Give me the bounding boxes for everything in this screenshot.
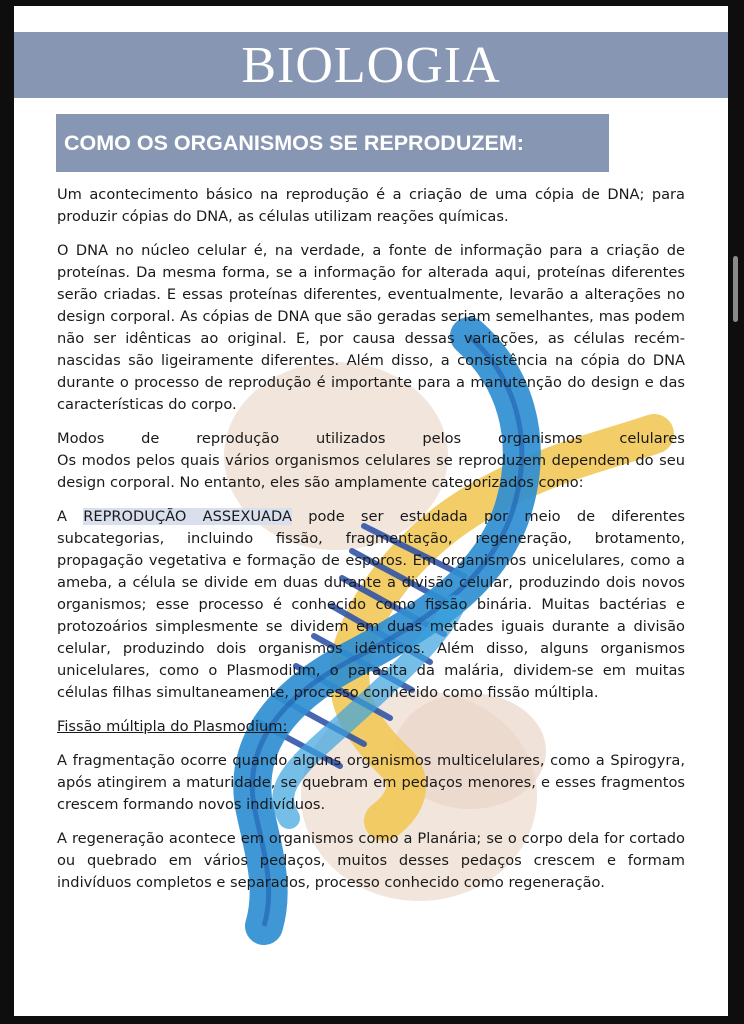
page-title: BIOLOGIA: [241, 36, 501, 94]
paragraph-regeneration: A regeneração acontece em organismos como a Planária; se o corpo dela for cortado ou quebrado em vários pedaços, muitos desses pedaços crescem e formam indivíduos completos e separados, processo conhecido como regeneração.: [57, 830, 685, 891]
modes-heading-line: Modos de reprodução utilizados pelos organismos celulares: [57, 430, 685, 447]
section-title-box: [56, 114, 609, 172]
paragraph-asexual: A REPRODUÇÃO ASSEXUADA pode ser estudada por meio de diferentes subcategorias, incluindo fissão, fragmentação, regeneração, brotamento, propagação vegetativa e formação de esporos. Em organismos unicelulares, como a ameba, a célula se divide em duas durante a divisão celular, produzindo dois novos organismos; esse processo é conhecido como fissão binária. Muitas bactérias e protozoários simplesmente se dividem em duas metades iguais durante a divisão celular, produzindo dois organismos idênticos. Além disso, alguns organismos unicelulares, como o Plasmodium, o parasita da malária, dividem-se em muitas células filhas simultaneamente, processo conhecido como fissão múltipla.: [57, 508, 686, 701]
header-banner: [14, 32, 728, 98]
paragraph-fragmentation: A fragmentação ocorre quando alguns organismos multicelulares, como a Spirogyra, após atingirem a maturidade, se quebram em pedaços menores, e esses fragmentos crescem formando novos indivíduos.: [57, 752, 685, 813]
paragraph-plasmodium-link: [57, 716, 685, 738]
paragraph-dna-nucleus: O DNA no núcleo celular é, na verdade, a fonte de informação para a criação de proteínas. Da mesma forma, se a informação for alterada aqui, proteínas diferentes serão criadas. E essas proteínas diferentes, eventualmente, levarão a alterações no design corporal. As cópias de DNA que são geradas seriam semelhantes, mas podem não ser idênticas ao original. E, por causa dessas variações, as células recém-nascidas são ligeiramente diferentes. Além disso, a consistência na cópia do DNA durante o processo de reprodução é importante para a manutenção do design e das características do corpo.: [57, 242, 685, 413]
modes-body: Os modos pelos quais vários organismos celulares se reproduzem dependem do seu design corporal. No entanto, eles são amplamente categorizados como:: [57, 452, 685, 491]
section-title: COMO OS ORGANISMOS SE REPRODUZEM:: [64, 130, 524, 155]
scrollbar-thumb[interactable]: [733, 256, 738, 322]
paragraph-modes: [57, 428, 685, 494]
paragraph-dna-copy: Um acontecimento básico na reprodução é a criação de uma cópia de DNA; para produzir cópias do DNA, as células utilizam reações químicas.: [57, 186, 685, 225]
article-body: [57, 184, 685, 906]
highlighted-term: REPRODUÇÃO ASSEXUADA: [83, 508, 292, 525]
plasmodium-link[interactable]: Fissão múltipla do Plasmodium:: [57, 718, 288, 735]
document-page: [14, 6, 728, 1016]
